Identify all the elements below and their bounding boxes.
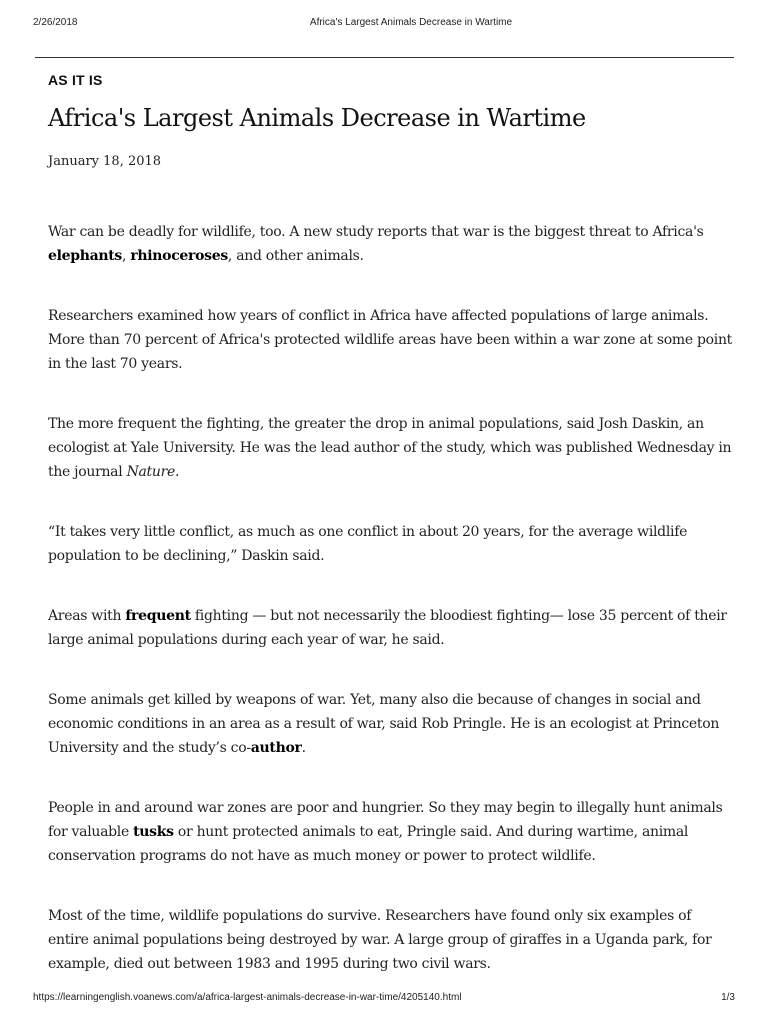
text: Most of the time, wildlife populations do survive. Researchers have found only six examples of entire animal populations being destroyed by war. A large group of giraffes in a Uganda park, for example, died out between 1983 and 1995 during two civil wars. bbox=[48, 908, 712, 972]
article bbox=[48, 70, 734, 1012]
journal-name: Nature bbox=[126, 464, 175, 480]
text: Areas with bbox=[48, 608, 126, 624]
paragraph-1 bbox=[48, 220, 734, 268]
text: . bbox=[174, 464, 180, 480]
paragraph-7 bbox=[48, 796, 734, 868]
print-footer bbox=[0, 992, 768, 1008]
article-headline: Africa's Largest Animals Decrease in Wartime bbox=[48, 104, 586, 132]
paragraph-4 bbox=[48, 520, 734, 568]
text: or hunt protected animals to eat, Pringle said. And during wartime, animal conservation programs do not have as much money or power to protect wildlife. bbox=[48, 824, 689, 864]
vocab-word-tusks[interactable]: tusks bbox=[133, 824, 174, 840]
paragraph-3 bbox=[48, 412, 734, 484]
paragraph-2 bbox=[48, 304, 734, 376]
print-date: 2/26/2018 bbox=[33, 17, 78, 28]
text: War can be deadly for wildlife, too. A new study reports that war is the biggest threat to Africa's bbox=[48, 224, 704, 240]
print-url[interactable]: https://learningenglish.voanews.com/a/africa-largest-animals-decrease-in-war-time/4205140.html bbox=[33, 992, 462, 1003]
text: fighting — but not necessarily the bloodiest fighting— lose 35 percent of their large animal populations during each year of war, he said. bbox=[48, 608, 727, 648]
section-label[interactable]: AS IT IS bbox=[48, 72, 103, 88]
print-page-title: Africa's Largest Animals Decrease in Wartime bbox=[309, 17, 513, 28]
text: Researchers examined how years of conflict in Africa have affected populations of large animals. More than 70 percent of Africa's protected wildlife areas have been within a war zone at some point in the last 70 years. bbox=[48, 308, 732, 372]
paragraph-6 bbox=[48, 688, 734, 760]
vocab-word-author[interactable]: author bbox=[250, 740, 302, 756]
text: , and other animals. bbox=[227, 248, 364, 264]
publish-date: January 18, 2018 bbox=[48, 154, 162, 169]
text: The more frequent the fighting, the greater the drop in animal populations, said Josh Daskin, an ecologist at Yale University. He was the lead author of the study, which was published Wednesday in the journal bbox=[48, 416, 732, 480]
page-number: 1/3 bbox=[721, 992, 735, 1003]
print-header bbox=[0, 17, 768, 33]
text: . bbox=[301, 740, 306, 756]
text: “It takes very little conflict, as much as one conflict in about 20 years, for the average wildlife population to be declining,” Daskin said. bbox=[48, 524, 688, 564]
vocab-word-frequent[interactable]: frequent bbox=[125, 608, 191, 624]
text: Some animals get killed by weapons of war. Yet, many also die because of changes in social and economic conditions in an area as a result of war, said Rob Pringle. He is an ecologist at Princeton University and the study’s co- bbox=[48, 692, 720, 756]
text: , bbox=[122, 248, 131, 264]
vocab-word-elephants[interactable]: elephants bbox=[48, 248, 122, 264]
vocab-word-rhinoceroses[interactable]: rhinoceroses bbox=[130, 248, 228, 264]
header-divider bbox=[35, 57, 734, 58]
paragraph-5 bbox=[48, 604, 734, 652]
paragraph-8 bbox=[48, 904, 734, 976]
text: People in and around war zones are poor and hungrier. So they may begin to illegally hunt animals for valuable bbox=[48, 800, 723, 840]
article-body bbox=[48, 220, 734, 976]
